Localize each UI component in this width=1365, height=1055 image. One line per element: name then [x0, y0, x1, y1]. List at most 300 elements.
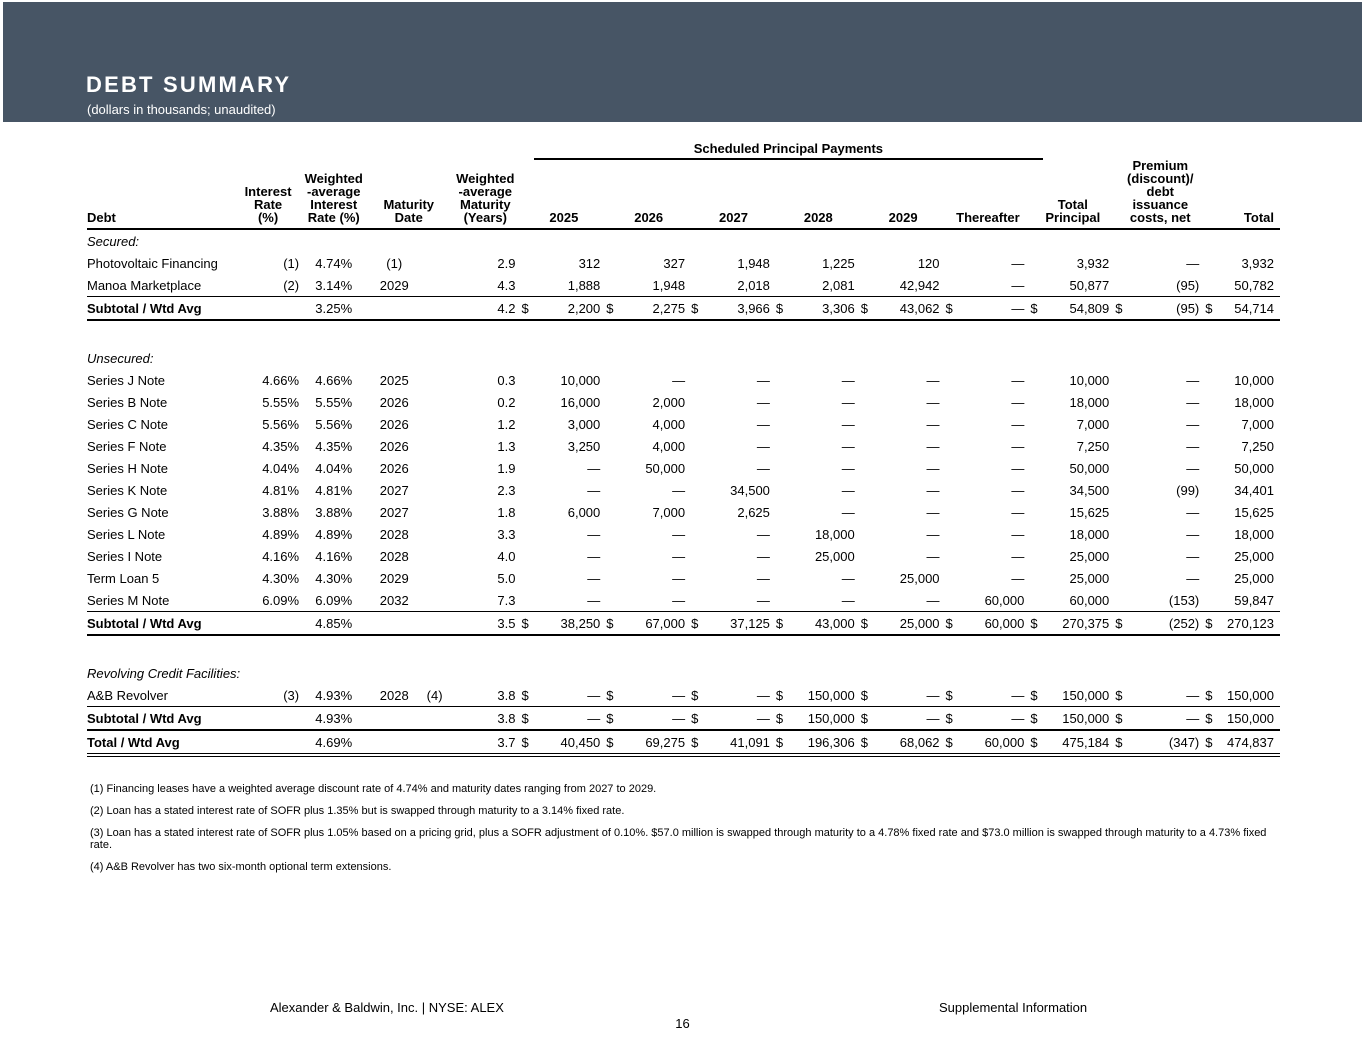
currency-symbol: [1030, 274, 1043, 297]
table-row: [87, 589, 1280, 612]
currency-symbol: [1115, 545, 1127, 567]
currency-symbol: [946, 435, 958, 457]
interest-rate: 4.30%: [262, 570, 300, 586]
col-header-thereafter: Thereafter: [946, 159, 1031, 229]
weighted-rate: 4.30%: [315, 570, 353, 586]
currency-symbol: $: [1115, 687, 1123, 703]
currency-symbol: [521, 545, 533, 567]
table-row: [87, 413, 1280, 435]
weighted-maturity: 2.3: [497, 482, 516, 498]
currency-symbol: [606, 435, 618, 457]
currency-symbol: $: [861, 707, 873, 731]
col-header-premium: Premium (discount)/ debt issuance costs, net: [1115, 159, 1205, 229]
footnote: (1) Financing leases have a weighted average discount rate of 4.74% and maturity dates ranging from 2027 to 2029.: [90, 783, 657, 795]
value-y2025: 40,450: [534, 730, 606, 755]
page-subtitle: (dollars in thousands; unaudited): [87, 102, 276, 117]
currency-symbol: $: [606, 687, 614, 703]
value-y2029: —: [926, 416, 940, 432]
interest-rate: 4.81%: [262, 482, 300, 498]
value-y2028: 25,000: [814, 548, 855, 564]
value-thereafter: 60,000: [958, 612, 1030, 636]
currency-symbol: [861, 391, 873, 413]
currency-symbol: [521, 413, 533, 435]
value-premium: —: [1186, 504, 1200, 520]
maturity-date: [368, 730, 420, 755]
maturity-note: (4): [426, 687, 443, 703]
maturity-date: 2026: [379, 438, 409, 454]
currency-symbol: [776, 413, 788, 435]
value-thereafter: —: [958, 707, 1030, 731]
value-y2025: —: [587, 482, 601, 498]
interest-rate: 4.04%: [262, 460, 300, 476]
col-header-debt: Debt: [87, 159, 237, 229]
weighted-rate: 4.93%: [315, 687, 353, 703]
maturity-date: 2026: [379, 394, 409, 410]
currency-symbol: [1030, 369, 1043, 391]
currency-symbol: [606, 479, 618, 501]
maturity-date: 2028: [379, 687, 409, 703]
currency-symbol: [691, 501, 703, 523]
currency-symbol: [521, 369, 533, 391]
currency-symbol: [1030, 501, 1043, 523]
value-y2029: —: [873, 707, 945, 731]
value-y2029: 43,062: [873, 297, 945, 321]
currency-symbol: $: [606, 707, 618, 731]
value-premium: —: [1186, 416, 1200, 432]
currency-symbol: $: [861, 297, 873, 321]
page-title: DEBT SUMMARY: [86, 72, 292, 97]
column-header-row: [87, 159, 1280, 229]
currency-symbol: [776, 567, 788, 589]
currency-symbol: [691, 369, 703, 391]
debt-name: Series F Note: [87, 438, 167, 454]
currency-symbol: $: [1115, 707, 1127, 731]
currency-symbol: [1205, 274, 1217, 297]
value-y2028: —: [841, 482, 855, 498]
value-y2029: —: [926, 592, 940, 608]
debt-name: Manoa Marketplace: [87, 277, 202, 293]
debt-rows: [87, 229, 1280, 755]
currency-symbol: [1030, 413, 1043, 435]
value-total: 10,000: [1234, 372, 1274, 388]
currency-symbol: [521, 501, 533, 523]
value-y2027: —: [756, 526, 770, 542]
interest-rate: 5.55%: [262, 394, 300, 410]
value-total-principal: 7,000: [1076, 416, 1110, 432]
currency-symbol: $: [1115, 297, 1127, 321]
col-header-y2026: 2026: [606, 159, 691, 229]
scheduled-payments-header: Scheduled Principal Payments: [534, 138, 1043, 159]
currency-symbol: [1205, 545, 1217, 567]
debt-name: Series I Note: [87, 548, 163, 564]
currency-symbol: [776, 479, 788, 501]
value-y2027: 2,018: [737, 277, 770, 293]
value-total: 50,782: [1234, 277, 1274, 293]
value-thereafter: —: [1011, 482, 1025, 498]
weighted-rate: 3.25%: [299, 297, 368, 321]
currency-symbol: [946, 274, 958, 297]
maturity-note: [420, 612, 449, 636]
currency-symbol: $: [521, 730, 533, 755]
table-row: [87, 479, 1280, 501]
value-thereafter: —: [1011, 372, 1025, 388]
value-y2029: 25,000: [899, 570, 940, 586]
section-heading: [87, 229, 1280, 252]
weighted-rate: 4.16%: [315, 548, 353, 564]
value-premium: —: [1186, 394, 1200, 410]
value-premium: —: [1186, 570, 1200, 586]
value-y2026: —: [672, 372, 686, 388]
value-y2028: —: [841, 372, 855, 388]
value-y2026: 7,000: [652, 504, 686, 520]
value-total-principal: 10,000: [1069, 372, 1110, 388]
currency-symbol: $: [945, 687, 953, 703]
currency-symbol: [606, 545, 618, 567]
maturity-note: [420, 479, 449, 501]
value-y2026: 1,948: [652, 277, 686, 293]
value-y2027: —: [756, 438, 770, 454]
value-total: 50,000: [1234, 460, 1274, 476]
interest-rate: [237, 707, 299, 731]
currency-symbol: [1030, 567, 1043, 589]
currency-symbol: [1115, 479, 1127, 501]
value-thereafter: —: [1011, 394, 1025, 410]
currency-symbol: [521, 479, 533, 501]
col-header-maturity: Maturity Date: [368, 159, 449, 229]
currency-symbol: $: [1030, 707, 1043, 731]
currency-symbol: [861, 252, 873, 274]
maturity-date: [368, 707, 420, 731]
value-y2027: 37,125: [704, 612, 776, 636]
currency-symbol: [691, 589, 703, 612]
value-y2028: —: [841, 416, 855, 432]
value-thereafter: 60,000: [958, 730, 1030, 755]
value-thereafter: —: [1011, 416, 1025, 432]
currency-symbol: [606, 369, 618, 391]
debt-name: Series J Note: [87, 372, 166, 388]
currency-symbol: [776, 435, 788, 457]
currency-symbol: $: [1115, 730, 1127, 755]
currency-symbol: [691, 435, 703, 457]
debt-name: Subtotal / Wtd Avg: [87, 297, 237, 321]
weighted-rate: 4.85%: [299, 612, 368, 636]
weighted-maturity: 3.7: [449, 730, 521, 755]
maturity-date: 2029: [379, 277, 409, 293]
value-thereafter: —: [1011, 438, 1025, 454]
value-y2029: 25,000: [873, 612, 945, 636]
value-y2026: —: [672, 570, 686, 586]
currency-symbol: $: [1205, 687, 1213, 703]
footnotes: [90, 783, 1270, 883]
value-y2028: 150,000: [807, 687, 855, 703]
currency-symbol: [861, 457, 873, 479]
weighted-rate: 5.56%: [315, 416, 353, 432]
currency-symbol: [1030, 589, 1043, 612]
currency-symbol: [1115, 391, 1127, 413]
value-y2026: 4,000: [652, 438, 686, 454]
interest-rate: (2): [283, 277, 300, 293]
value-y2029: —: [926, 526, 940, 542]
currency-symbol: [691, 252, 703, 274]
currency-symbol: [1115, 567, 1127, 589]
currency-symbol: [1030, 435, 1043, 457]
col-header-y2025: 2025: [521, 159, 606, 229]
value-premium: —: [1186, 687, 1200, 703]
value-y2027: —: [756, 570, 770, 586]
currency-symbol: [946, 252, 958, 274]
value-total-principal: 18,000: [1069, 526, 1110, 542]
interest-rate: [237, 297, 299, 321]
value-y2027: 34,500: [730, 482, 770, 498]
value-premium: (95): [1128, 297, 1206, 321]
currency-symbol: [521, 391, 533, 413]
weighted-maturity: 5.0: [497, 570, 516, 586]
value-y2026: —: [672, 592, 686, 608]
currency-symbol: [1205, 391, 1217, 413]
total-row: [87, 730, 1280, 755]
currency-symbol: $: [946, 730, 958, 755]
weighted-maturity: 1.9: [497, 460, 516, 476]
value-y2027: —: [756, 460, 770, 476]
value-y2029: 68,062: [873, 730, 945, 755]
value-y2027: —: [704, 707, 776, 731]
value-total: 54,714: [1218, 297, 1280, 321]
value-total-principal: 3,932: [1076, 255, 1110, 271]
currency-symbol: [861, 369, 873, 391]
table-row: [87, 567, 1280, 589]
value-y2025: —: [587, 687, 601, 703]
value-y2028: —: [841, 504, 855, 520]
value-y2026: 4,000: [652, 416, 686, 432]
currency-symbol: [606, 413, 618, 435]
weighted-rate: 5.55%: [315, 394, 353, 410]
weighted-rate: 4.66%: [315, 372, 353, 388]
subtotal-row: [87, 297, 1280, 321]
section-label: Revolving Credit Facilities:: [87, 665, 241, 681]
currency-symbol: [1205, 567, 1217, 589]
currency-symbol: [861, 501, 873, 523]
section-heading: [87, 347, 1280, 369]
value-y2025: 3,000: [567, 416, 601, 432]
value-y2028: 2,081: [822, 277, 855, 293]
value-y2029: —: [926, 460, 940, 476]
currency-symbol: [521, 567, 533, 589]
currency-symbol: $: [691, 707, 703, 731]
interest-rate: [237, 612, 299, 636]
value-y2029: —: [926, 372, 940, 388]
interest-rate: [237, 730, 299, 755]
debt-name: Subtotal / Wtd Avg: [87, 707, 237, 731]
maturity-date: 2026: [379, 460, 409, 476]
currency-symbol: $: [946, 707, 958, 731]
value-y2025: 38,250: [534, 612, 606, 636]
weighted-rate: 4.93%: [299, 707, 368, 731]
currency-symbol: [946, 523, 958, 545]
currency-symbol: $: [691, 297, 703, 321]
currency-symbol: $: [521, 297, 533, 321]
interest-rate: 4.66%: [262, 372, 300, 388]
value-y2029: —: [926, 504, 940, 520]
value-y2029: 42,942: [899, 277, 940, 293]
value-y2026: 2,275: [619, 297, 691, 321]
weighted-maturity: 2.9: [497, 255, 516, 271]
value-y2026: 67,000: [619, 612, 691, 636]
value-total-principal: 150,000: [1043, 707, 1115, 731]
value-y2028: 3,306: [788, 297, 860, 321]
value-total: 25,000: [1234, 548, 1274, 564]
maturity-date: 2026: [379, 416, 409, 432]
value-y2028: —: [841, 592, 855, 608]
value-y2025: 312: [578, 255, 601, 271]
value-y2025: 2,200: [534, 297, 606, 321]
currency-symbol: [1115, 252, 1127, 274]
value-y2027: —: [756, 687, 770, 703]
value-thereafter: —: [1011, 687, 1025, 703]
currency-symbol: [861, 589, 873, 612]
maturity-note: [420, 391, 449, 413]
currency-symbol: [691, 457, 703, 479]
currency-symbol: [776, 523, 788, 545]
currency-symbol: $: [606, 297, 618, 321]
value-y2028: —: [841, 460, 855, 476]
value-total-principal: 7,250: [1076, 438, 1110, 454]
currency-symbol: [1030, 523, 1043, 545]
footnote: (4) A&B Revolver has two six-month optional term extensions.: [90, 861, 392, 873]
value-thereafter: —: [1011, 526, 1025, 542]
maturity-note: [420, 523, 449, 545]
interest-rate: 3.88%: [262, 504, 300, 520]
value-premium: —: [1128, 707, 1206, 731]
value-total: 474,837: [1218, 730, 1280, 755]
weighted-maturity: 3.8: [497, 687, 516, 703]
currency-symbol: [1030, 252, 1043, 274]
value-total-principal: 50,877: [1069, 277, 1110, 293]
value-y2026: 2,000: [652, 394, 686, 410]
value-y2026: —: [672, 526, 686, 542]
table-row: [87, 684, 1280, 707]
value-premium: —: [1186, 526, 1200, 542]
currency-symbol: [691, 274, 703, 297]
weighted-rate: 4.35%: [315, 438, 353, 454]
currency-symbol: [606, 501, 618, 523]
value-y2027: —: [756, 416, 770, 432]
value-premium: (252): [1128, 612, 1206, 636]
section-heading: [87, 662, 1280, 684]
value-total: 150,000: [1227, 687, 1274, 703]
value-y2029: —: [926, 394, 940, 410]
value-total-principal: 34,500: [1069, 482, 1110, 498]
currency-symbol: [521, 252, 533, 274]
value-premium: (347): [1128, 730, 1206, 755]
currency-symbol: $: [1205, 730, 1217, 755]
currency-symbol: [1205, 479, 1217, 501]
value-y2025: —: [587, 526, 601, 542]
debt-name: Total / Wtd Avg: [87, 730, 237, 755]
weighted-rate: 6.09%: [315, 592, 353, 608]
currency-symbol: $: [1030, 612, 1043, 636]
value-premium: —: [1186, 372, 1200, 388]
currency-symbol: [606, 457, 618, 479]
value-y2027: —: [756, 592, 770, 608]
currency-symbol: [1030, 457, 1043, 479]
currency-symbol: [1205, 501, 1217, 523]
value-y2026: —: [672, 548, 686, 564]
maturity-note: [420, 501, 449, 523]
value-total: 270,123: [1218, 612, 1280, 636]
maturity-date: (1): [386, 255, 403, 271]
currency-symbol: [606, 252, 618, 274]
debt-summary-table: [87, 138, 1280, 757]
value-y2028: 196,306: [788, 730, 860, 755]
currency-symbol: [861, 274, 873, 297]
currency-symbol: $: [606, 730, 618, 755]
currency-symbol: [1115, 589, 1127, 612]
value-y2026: —: [672, 687, 686, 703]
debt-name: A&B Revolver: [87, 687, 168, 703]
currency-symbol: $: [776, 297, 788, 321]
maturity-note: [420, 435, 449, 457]
value-y2026: 327: [663, 255, 686, 271]
value-y2026: —: [672, 482, 686, 498]
value-y2025: —: [534, 707, 606, 731]
currency-symbol: $: [1115, 612, 1127, 636]
value-y2027: 41,091: [704, 730, 776, 755]
weighted-maturity: 3.5: [449, 612, 521, 636]
currency-symbol: [861, 545, 873, 567]
currency-symbol: [1115, 369, 1127, 391]
weighted-rate: 4.69%: [299, 730, 368, 755]
weighted-maturity: 4.2: [449, 297, 521, 321]
debt-name: Series C Note: [87, 416, 168, 432]
currency-symbol: $: [776, 707, 788, 731]
table-row: [87, 501, 1280, 523]
currency-symbol: [861, 523, 873, 545]
weighted-maturity: 0.2: [497, 394, 516, 410]
value-y2028: —: [841, 394, 855, 410]
currency-symbol: [606, 589, 618, 612]
weighted-rate: 4.04%: [315, 460, 353, 476]
value-y2028: 1,225: [822, 255, 855, 271]
value-y2026: —: [619, 707, 691, 731]
currency-symbol: $: [1030, 297, 1043, 321]
currency-symbol: $: [776, 612, 788, 636]
currency-symbol: [861, 413, 873, 435]
table-row: [87, 457, 1280, 479]
value-total-principal: 50,000: [1069, 460, 1110, 476]
value-y2025: 3,250: [567, 438, 601, 454]
weighted-rate: 4.74%: [315, 255, 353, 271]
currency-symbol: [946, 589, 958, 612]
maturity-date: [368, 297, 420, 321]
currency-symbol: [1115, 457, 1127, 479]
currency-symbol: [946, 501, 958, 523]
footer-company: Alexander & Baldwin, Inc. | NYSE: ALEX: [270, 1000, 504, 1015]
currency-symbol: [1205, 589, 1217, 612]
currency-symbol: $: [691, 730, 703, 755]
value-total: 150,000: [1218, 707, 1280, 731]
value-y2029: —: [926, 687, 940, 703]
value-premium: (153): [1168, 592, 1200, 608]
currency-symbol: [521, 274, 533, 297]
value-thereafter: —: [958, 297, 1030, 321]
currency-symbol: $: [1205, 612, 1217, 636]
value-total: 15,625: [1234, 504, 1274, 520]
value-y2029: —: [926, 438, 940, 454]
maturity-date: 2032: [379, 592, 409, 608]
currency-symbol: [1030, 391, 1043, 413]
currency-symbol: [606, 391, 618, 413]
currency-symbol: [521, 457, 533, 479]
